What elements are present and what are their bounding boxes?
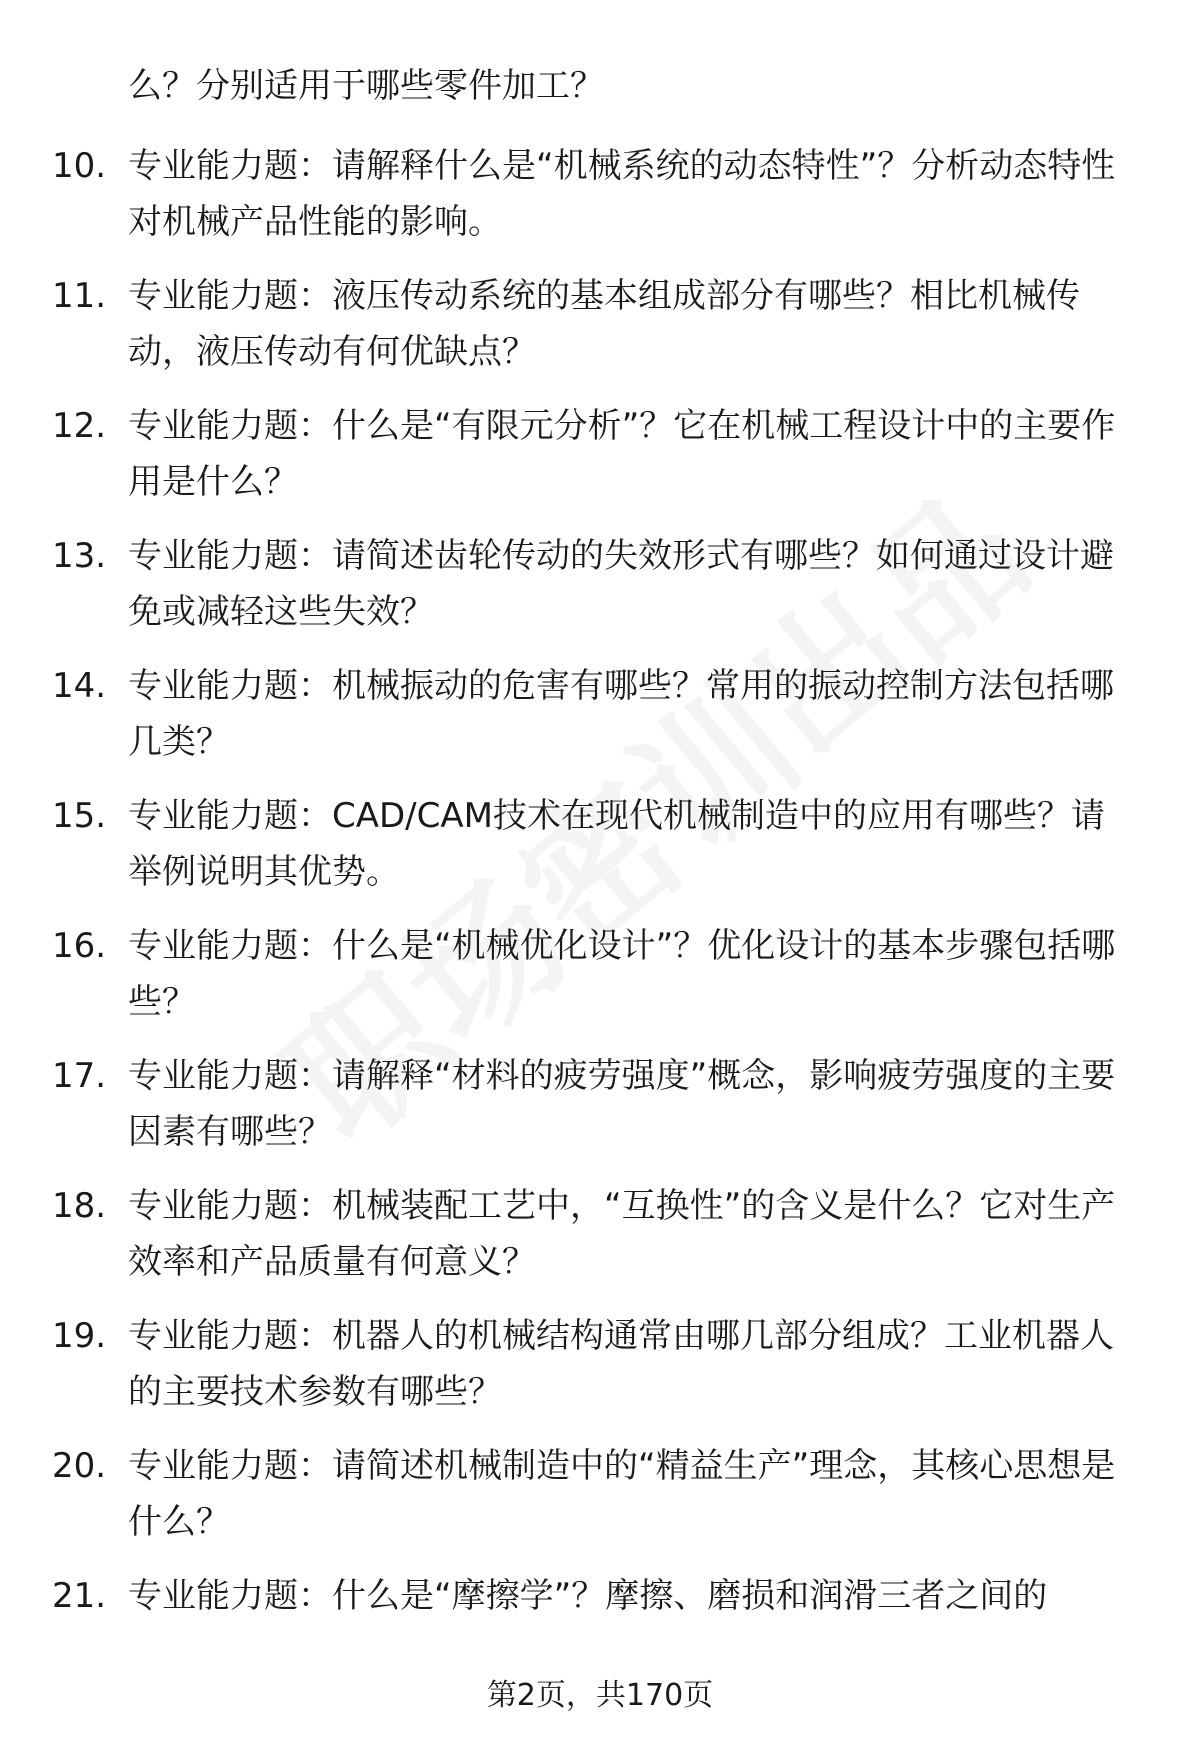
question-text: 专业能力题：液压传动系统的基本组成部分有哪些？相比机械传动，液压传动有何优缺点？ — [128, 276, 1080, 372]
question-text: 专业能力题：请简述机械制造中的“精益生产”理念，其核心思想是什么？ — [128, 1446, 1116, 1542]
question-text: 专业能力题：什么是“摩擦学”？摩擦、磨损和润滑三者之间的 — [128, 1576, 1048, 1616]
question-list — [0, 138, 1200, 1698]
question-item — [0, 918, 1200, 1048]
question-item — [0, 1178, 1200, 1308]
question-number: 11. — [52, 276, 107, 316]
question-number: 17. — [52, 1056, 107, 1096]
question-item — [0, 268, 1200, 398]
question-number: 10. — [52, 146, 107, 186]
question-item — [0, 1048, 1200, 1178]
question-text: 专业能力题：CAD/CAM技术在现代机械制造中的应用有哪些？请举例说明其优势。 — [128, 796, 1105, 892]
question-item — [0, 1308, 1200, 1438]
question-number: 20. — [52, 1446, 107, 1486]
question-item — [0, 658, 1200, 788]
question-number: 12. — [52, 406, 107, 446]
question-text: 专业能力题：机械装配工艺中，“互换性”的含义是什么？它对生产效率和产品质量有何意义？ — [128, 1186, 1116, 1282]
question-text: 专业能力题：机器人的机械结构通常由哪几部分组成？工业机器人的主要技术参数有哪些？ — [128, 1316, 1114, 1412]
question-text: 专业能力题：什么是“机械优化设计”？优化设计的基本步骤包括哪些？ — [128, 926, 1116, 1022]
question-text: 专业能力题：什么是“有限元分析”？它在机械工程设计中的主要作用是什么？ — [128, 406, 1116, 502]
question-number: 16. — [52, 926, 107, 966]
question-text: 专业能力题：机械振动的危害有哪些？常用的振动控制方法包括哪几类？ — [128, 666, 1114, 762]
question-number: 18. — [52, 1186, 107, 1226]
page-number-footer: 第2页，共170页 — [486, 1678, 714, 1713]
question-number: 19. — [52, 1316, 107, 1356]
question-text: 专业能力题：请解释什么是“机械系统的动态特性”？分析动态特性对机械产品性能的影响。 — [128, 146, 1116, 242]
question-item — [0, 398, 1200, 528]
question-item — [0, 1438, 1200, 1568]
continued-question-text: 么？分别适用于哪些零件加工？ — [128, 66, 604, 106]
question-number: 14. — [52, 666, 107, 706]
question-number: 21. — [52, 1576, 107, 1616]
question-item — [0, 788, 1200, 918]
question-number: 15. — [52, 796, 107, 836]
question-text: 专业能力题：请简述齿轮传动的失效形式有哪些？如何通过设计避免或减轻这些失效？ — [128, 536, 1114, 632]
question-text: 专业能力题：请解释“材料的疲劳强度”概念，影响疲劳强度的主要因素有哪些？ — [128, 1056, 1116, 1152]
question-number: 13. — [52, 536, 107, 576]
question-item — [0, 138, 1200, 268]
question-item — [0, 528, 1200, 658]
